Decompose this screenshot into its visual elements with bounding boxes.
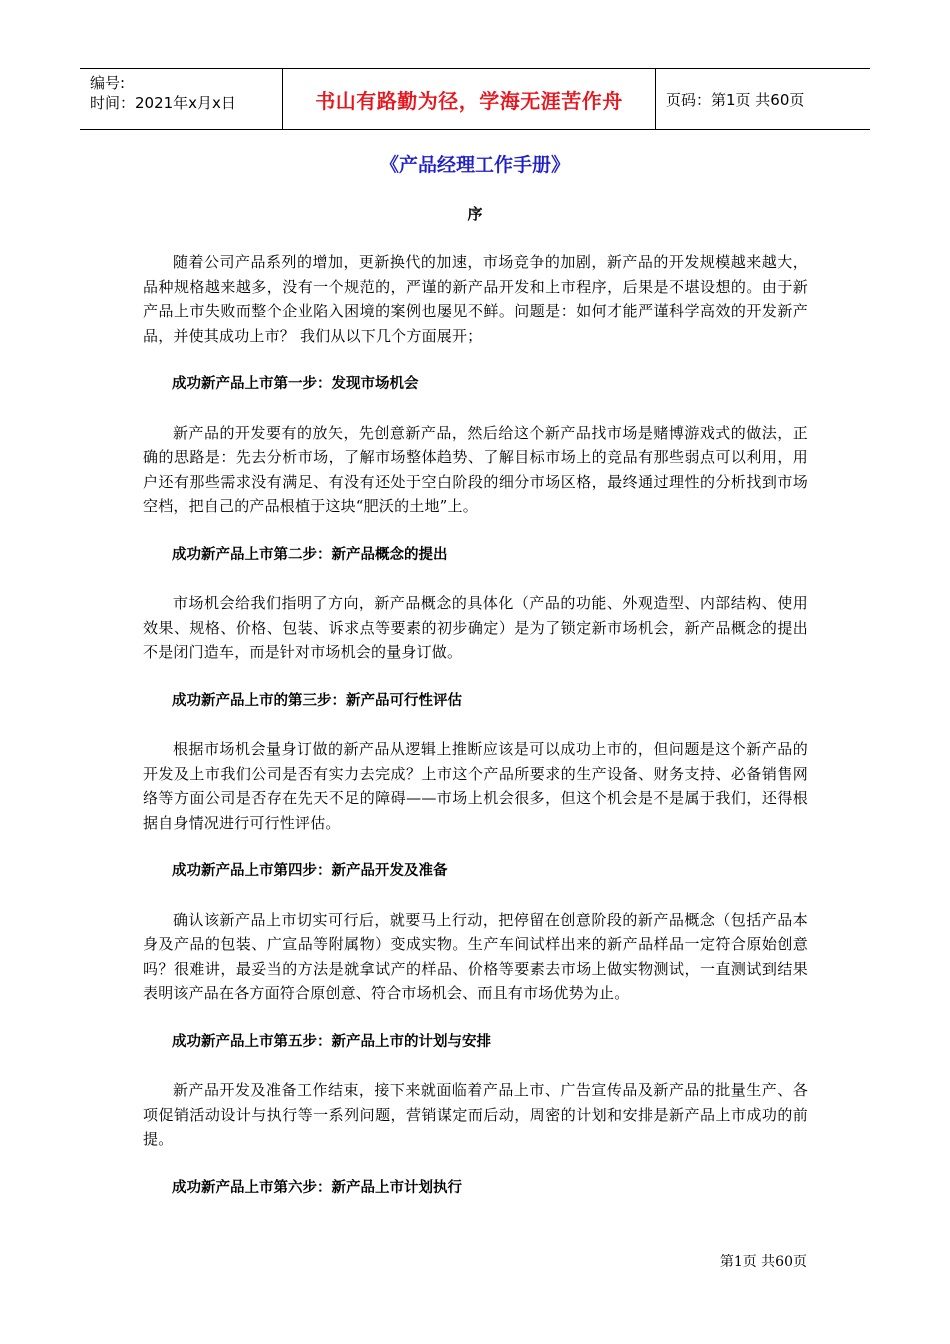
section-heading-step5: 成功新产品上市第五步：新产品上市的计划与安排 — [172, 1033, 491, 1050]
header-meta — [80, 69, 282, 129]
document-body — [143, 250, 808, 1200]
paragraph-step3: 根据市场机会量身订做的新产品从逻辑上推断应该是可以成功上市的，但问题是这个新产品的开发及上市我们公司是否有实力去完成？上市这个产品所要求的生产设备、财务支持、必备销售网络等方面公司是否存在先天不足的障碍——市场上机会很多，但这个机会是不是属于我们，还得根据自身情况进行可行性评估。 — [143, 740, 808, 832]
section-heading-step6: 成功新产品上市第六步：新产品上市计划执行 — [172, 1179, 462, 1196]
section-heading-step3: 成功新产品上市的第三步：新产品可行性评估 — [172, 692, 462, 709]
doc-number-label: 编号: — [90, 74, 126, 92]
document-title: 《产品经理工作手册》 — [379, 154, 570, 176]
doc-time-label: 时间：2021年x月x日 — [90, 94, 236, 112]
page-footer: 第1页 共60页 — [719, 1254, 807, 1270]
paragraph-step4: 确认该新产品上市切实可行后，就要马上行动，把停留在创意阶段的新产品概念（包括产品本身及产品的包装、广宣品等附属物）变成实物。生产车间试样出来的新产品样品一定符合原始创意吗？很难讲，最妥当的方法是就拿试产的样品、价格等要素去市场上做实物测试，一直测试到结果表明该产品在各方面符合原创意、符合市场机会、而且有市场优势为止。 — [143, 910, 808, 1002]
section-heading-step1: 成功新产品上市第一步：发现市场机会 — [172, 376, 419, 392]
paragraph-step5: 新产品开发及准备工作结束，接下来就面临着产品上市、广告宣传品及新产品的批量生产、各项促销活动设计与执行等一系列问题，营销谋定而后动，周密的计划和安排是新产品上市成功的前提。 — [143, 1081, 808, 1148]
section-heading-step2: 成功新产品上市第二步：新产品概念的提出 — [172, 546, 448, 563]
header-motto: 书山有路勤为径，学海无涯苦作舟 — [282, 69, 656, 129]
paragraph-step1: 新产品的开发要有的放矢，先创意新产品，然后给这个新产品找市场是赌博游戏式的做法，正确的思路是：先去分析市场，了解市场整体趋势、了解目标市场上的竞品有那些弱点可以利用，用户还有那些需求没有满足、有没有还处于空白阶段的细分市场区格，最终通过理性的分析找到市场空档，把自己的产品根植于这块“肥沃的土地”上。 — [143, 423, 808, 515]
page-header — [80, 68, 870, 130]
preface-title: 序 — [467, 205, 483, 223]
paragraph-step2: 市场机会给我们指明了方向，新产品概念的具体化（产品的功能、外观造型、内部结构、使用效果、规格、价格、包装、诉求点等要素的初步确定）是为了锁定新市场机会，新产品概念的提出不是闭门造车，而是针对市场机会的量身订做。 — [143, 594, 808, 661]
paragraph-intro: 随着公司产品系列的增加，更新换代的加速，市场竞争的加剧，新产品的开发规模越来越大，品种规格越来越多，没有一个规范的，严谨的新产品开发和上市程序，后果是不堪设想的。由于新产品上市失败而整个企业陷入困境的案例也屡见不鲜。问题是：如何才能严谨科学高效的开发新产品，并使其成功上市？ 我们从以下几个方面展开； — [143, 253, 808, 345]
section-heading-step4: 成功新产品上市第四步：新产品开发及准备 — [172, 863, 448, 879]
header-page-info: 页码：第1页 共60页 — [666, 90, 805, 109]
